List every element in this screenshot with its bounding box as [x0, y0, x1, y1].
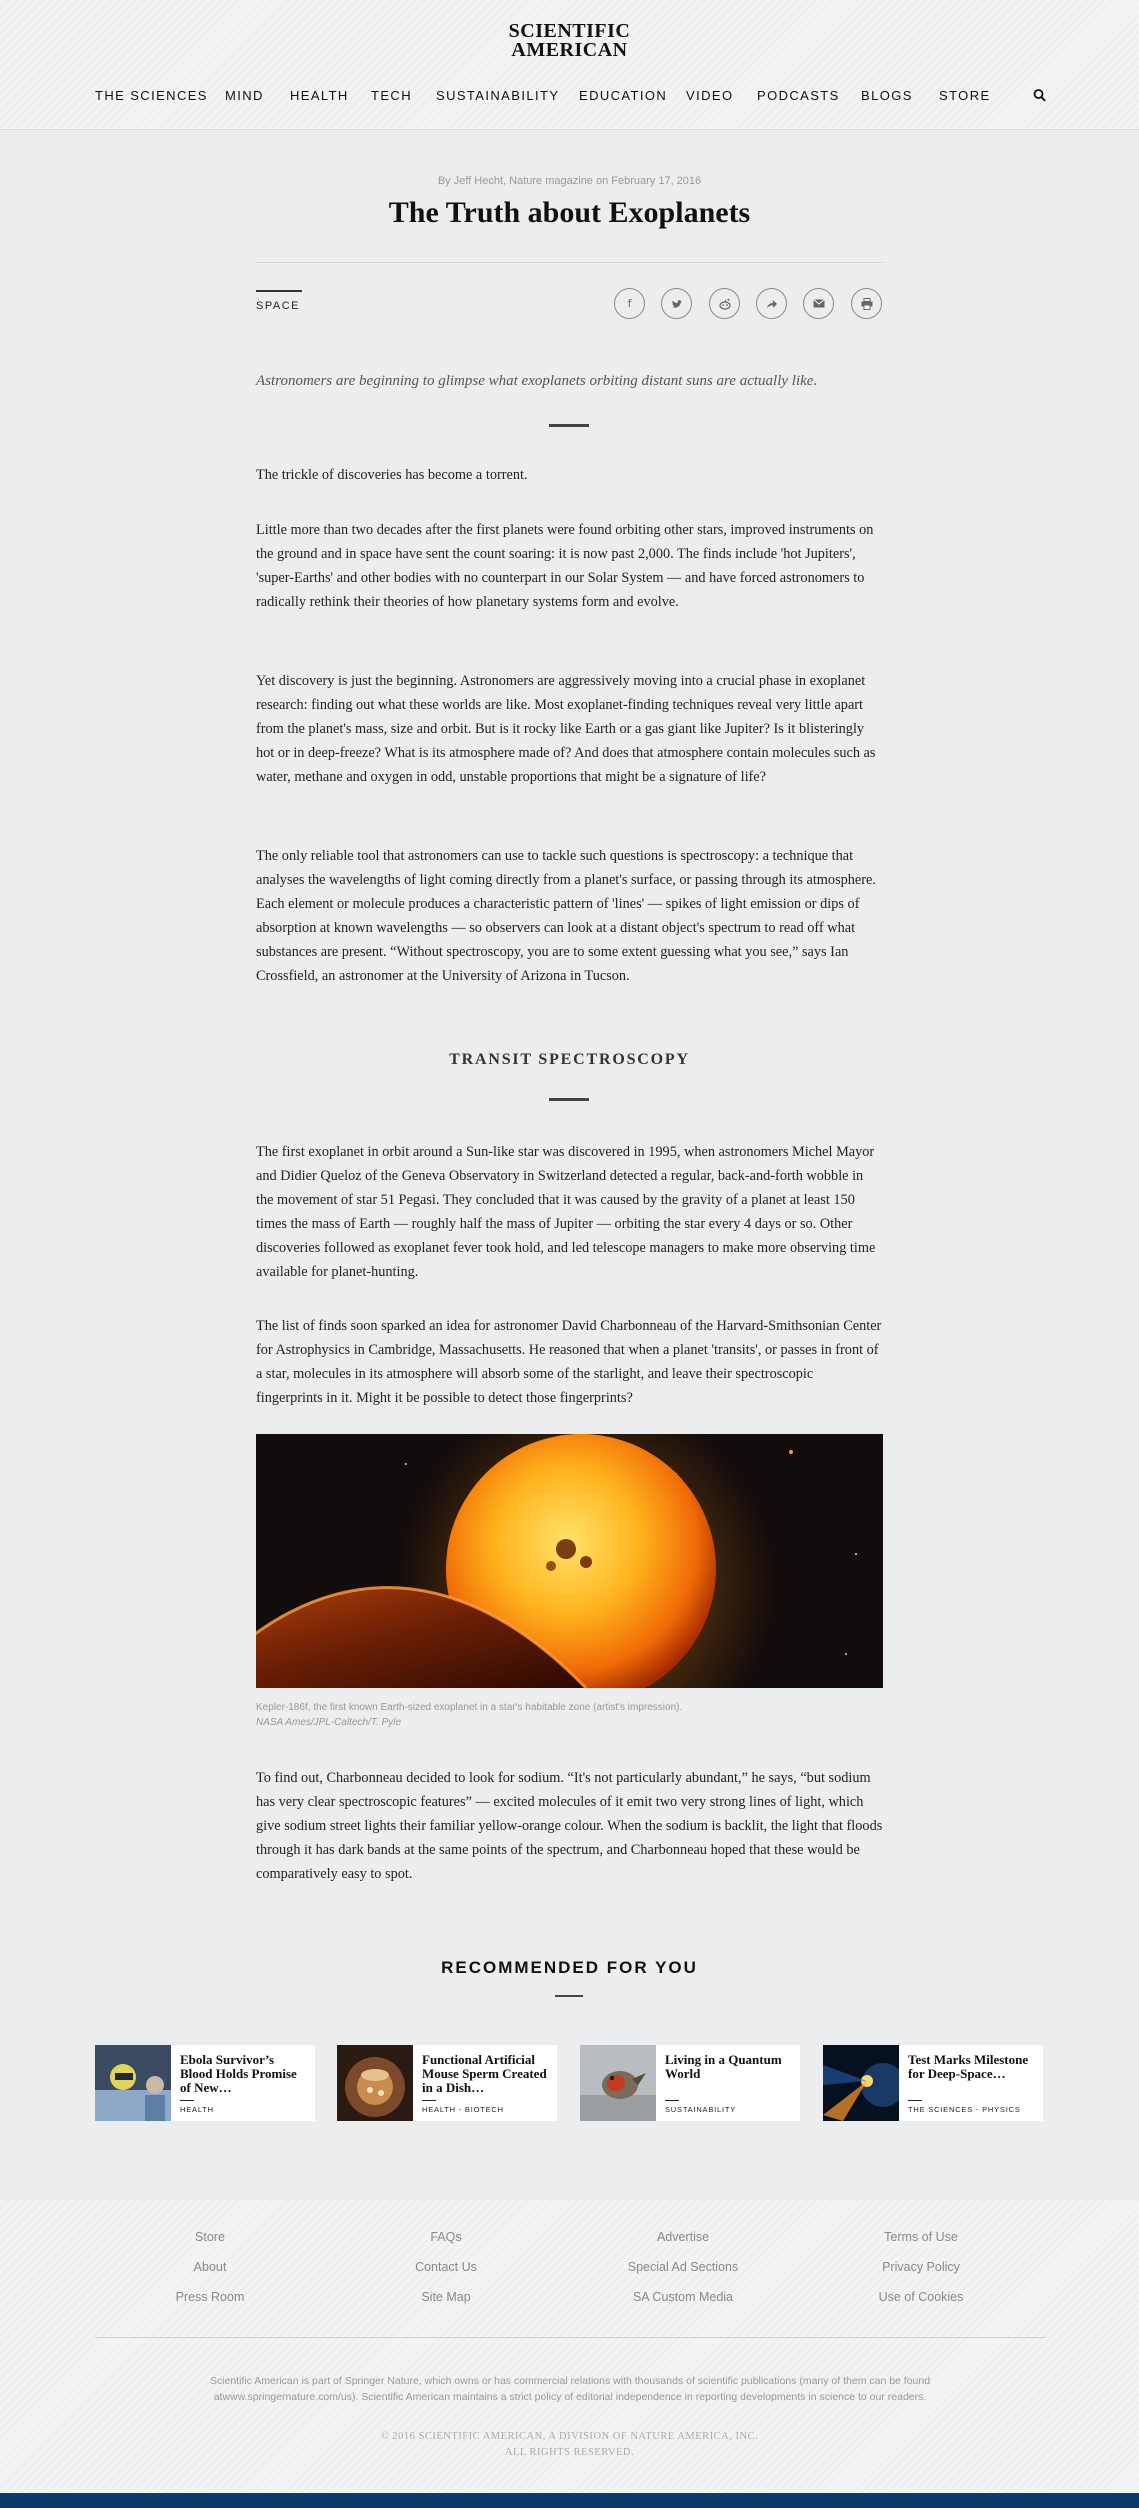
logo-line-1: SCIENTIFIC [508, 20, 631, 42]
section-tag-space[interactable]: SPACE [256, 290, 302, 312]
footer-link-advertise[interactable]: Advertise [656, 2230, 710, 2244]
nav-item-blogs[interactable]: BLOGS [861, 88, 913, 103]
footer-link-faqs[interactable]: FAQs [430, 2230, 462, 2244]
card-category: SUSTAINABILITY [665, 2105, 737, 2114]
footer-link-about[interactable]: About [193, 2260, 227, 2274]
card-thumbnail [823, 2045, 899, 2121]
article-dek: Astronomers are beginning to glimpse what exoplanets orbiting distant suns are actually like. [256, 373, 818, 389]
nav-item-education[interactable]: EDUCATION [579, 88, 668, 103]
nav-item-podcasts[interactable]: PODCASTS [757, 88, 840, 103]
card-title: Test Marks Milestone for Deep-Space… [908, 2052, 1029, 2081]
nav-item-health[interactable]: HEALTH [290, 88, 349, 103]
bottom-bar [0, 2493, 1139, 2508]
card-title: Ebola Survivor’s Blood Holds Promise of New… [180, 2052, 297, 2095]
reddit-icon[interactable] [709, 288, 740, 319]
recommended-divider [555, 1995, 583, 1997]
article-paragraph: Little more than two decades after the first planets were found orbiting other stars, improved instruments on the ground and in space have sent the count soaring: it is now past 2,000. The finds include 'hot Jupiters', 'super-Earths' and other bodies with no counterpart in our Solar System — and have forced astronomers to radically rethink their theories of how planetary systems form and evolve. [256, 522, 874, 610]
site-logo[interactable] [0, 22, 1139, 60]
dek-divider [549, 424, 589, 427]
article-paragraph: To find out, Charbonneau decided to look for sodium. “It's not particularly abundant,” he says, “but sodium has very clear spectroscopic features” — excited molecules of it emit two very strong lines of light, which give sodium street lights their familiar yellow-orange colour. When the sodium is backlit, the light that floods through it has dark bands at the same points of the spectrum, and Charbonneau hoped that these would be comparatively easy to spot. [256, 1770, 883, 1882]
image-caption [256, 1700, 883, 1730]
recommended-card[interactable] [580, 2045, 800, 2121]
article-paragraph: The trickle of discoveries has become a torrent. [256, 467, 528, 483]
subhead-transit-spectroscopy: TRANSIT SPECTROSCOPY [449, 1051, 690, 1068]
recommended-title: RECOMMENDED FOR YOU [441, 1958, 698, 1977]
footer-link-terms-of-use[interactable]: Terms of Use [884, 2230, 958, 2244]
article-paragraph: The only reliable tool that astronomers can use to tackle such questions is spectroscopy: a technique that analyses the wavelengths of light coming directly from a planet's surface, or passing through its atmosphere. Each element or molecule produces a characteristic pattern of 'lines' — spikes of light emission or dips of absorption at known wavelengths — so observers can look at a distant object's spectrum to read off what substances are present. “Without spectroscopy, you are to some extent guessing what you see,” says Ian Crossfield, an astronomer at the University of Arizona in Tucson. [256, 848, 876, 984]
card-category: HEALTH [180, 2105, 214, 2114]
nav-item-tech[interactable]: TECH [371, 88, 412, 103]
caption-text: Kepler-186f, the first known Earth-sized exoplanet in a star's habitable zone (artist's impression). [256, 1702, 683, 1713]
nav-item-the-sciences[interactable]: THE SCIENCES [95, 88, 208, 103]
nav-item-video[interactable]: VIDEO [686, 88, 734, 103]
main-nav [95, 88, 1045, 108]
nav-item-mind[interactable]: MIND [225, 88, 264, 103]
card-category: THE SCIENCES - PHYSICS [908, 2105, 1021, 2114]
site-footer [0, 2200, 1139, 2493]
exoplanet-illustration [256, 1434, 883, 1688]
facebook-icon[interactable]: f [614, 288, 645, 319]
footer-note [160, 2373, 980, 2405]
article-title: The Truth about Exoplanets [388, 196, 751, 229]
footer-link-sa-custom-media[interactable]: SA Custom Media [632, 2290, 734, 2304]
twitter-icon[interactable] [661, 288, 692, 319]
card-title: Living in a Quantum World [665, 2052, 782, 2081]
article-paragraph: The list of finds soon sparked an idea for astronomer David Charbonneau of the Harvard-Smithsonian Center for Astrophysics in Cambridge, Massachusetts. He reasoned that when a planet 'transits', or passes in front of a star, molecules in its atmosphere will absorb some of the starlight, and leave their spectroscopic fingerprints in it. Might it be possible to detect those fingerprints? [256, 1318, 882, 1406]
recommended-card[interactable] [95, 2045, 315, 2121]
card-thumbnail [337, 2045, 413, 2121]
footer-divider [95, 2337, 1045, 2338]
footer-link-store[interactable]: Store [195, 2230, 225, 2244]
card-divider [422, 2100, 436, 2101]
footer-link-site-map[interactable]: Site Map [421, 2290, 471, 2304]
email-icon[interactable] [803, 288, 834, 319]
card-divider [908, 2100, 922, 2101]
nav-item-store[interactable]: STORE [939, 88, 991, 103]
card-divider [665, 2100, 679, 2101]
footer-link-contact-us[interactable]: Contact Us [415, 2260, 477, 2274]
search-icon[interactable] [1033, 88, 1047, 104]
copyright-line-2: ALL RIGHTS RESERVED. [504, 2447, 635, 2458]
recommended-card[interactable] [823, 2045, 1043, 2121]
card-category: HEALTH - BIOTECH [422, 2105, 504, 2114]
print-icon[interactable] [851, 288, 882, 319]
title-divider [256, 262, 883, 263]
footer-note-line-1: Scientific American is part of Springer Nature, which owns or has commercial relations with thousands of scientific publications (many of them can be found [209, 2375, 931, 2387]
footer-link-privacy-policy[interactable]: Privacy Policy [882, 2260, 960, 2274]
footer-link-press-room[interactable]: Press Room [175, 2290, 245, 2304]
footer-copyright [0, 2429, 1139, 2461]
card-thumbnail [580, 2045, 656, 2121]
subhead-divider [549, 1098, 589, 1101]
article-byline: By Jeff Hecht, Nature magazine on February 17, 2016 [437, 175, 702, 187]
card-divider [180, 2100, 194, 2101]
footer-note-line-2: atwww.springernature.com/us). Scientific American maintains a strict policy of editorial independence in reporting developments in science to our readers. [213, 2391, 927, 2403]
logo-line-2: AMERICAN [511, 39, 628, 61]
footer-link-special-ad-sections[interactable]: Special Ad Sections [627, 2260, 739, 2274]
card-thumbnail [95, 2045, 171, 2121]
article-paragraph: The first exoplanet in orbit around a Sun-like star was discovered in 1995, when astronomers Michel Mayor and Didier Queloz of the Geneva Observatory in Switzerland detected a regular, back-and-forth wobble in the movement of star 51 Pegasi. They concluded that it was caused by the gravity of a planet at least 150 times the mass of Earth — roughly half the mass of Jupiter — orbiting the star every 4 days or so. Other discoveries followed as exoplanet fever took hold, and led telescope managers to make more observing time available for planet-hunting. [256, 1144, 876, 1280]
nav-item-sustainability[interactable]: SUSTAINABILITY [436, 88, 560, 103]
recommended-card[interactable] [337, 2045, 557, 2121]
card-title: Functional Artificial Mouse Sperm Created in a Dish… [422, 2052, 547, 2095]
site-header [0, 0, 1139, 130]
copyright-line-1: © 2016 SCIENTIFIC AMERICAN, A DIVISION OF NATURE AMERICA, INC. [380, 2431, 759, 2442]
share-icon[interactable] [756, 288, 787, 319]
caption-credit: NASA Ames/JPL-Caltech/T. Pyle [256, 1717, 402, 1728]
footer-link-use-of-cookies[interactable]: Use of Cookies [878, 2290, 964, 2304]
article-paragraph: Yet discovery is just the beginning. Astronomers are aggressively moving into a crucial phase in exoplanet research: finding out what these worlds are like. Most exoplanet-finding techniques reveal very little apart from the planet's mass, size and orbit. But is it rocky like Earth or a gas giant like Jupiter? Is it blisteringly hot or in deep-freeze? What is its atmosphere made of? And does that atmosphere contain molecules such as water, methane and oxygen in odd, unstable proportions that might be a signature of life? [256, 673, 876, 785]
